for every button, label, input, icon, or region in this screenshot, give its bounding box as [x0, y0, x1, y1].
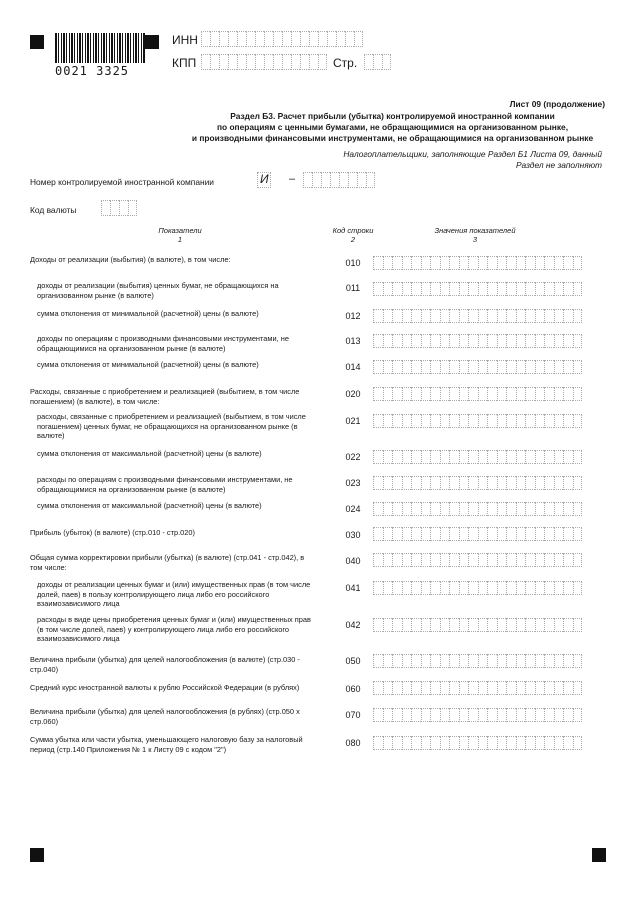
page-field[interactable]	[364, 54, 391, 70]
kpp-field[interactable]	[201, 54, 327, 70]
row-label-012: сумма отклонения от минимальной (расчетной) цены (в валюте)	[37, 309, 259, 318]
row-value-field-023[interactable]	[373, 476, 582, 490]
instruction-note-line-2: Раздел не заполняют	[515, 160, 602, 170]
row-label-021: расходы, связанные с приобретением и реализацией (выбытием, в том числе погашением) ценных бумаг, не обращающихся на организованном рынке (в валюте)	[37, 412, 306, 441]
row-code-014: 014	[345, 362, 361, 372]
row-value-field-020[interactable]	[373, 387, 582, 401]
row-code-040: 040	[345, 556, 361, 566]
row-code-060: 060	[345, 684, 361, 694]
row-value-field-014[interactable]	[373, 360, 582, 374]
row-value-field-024[interactable]	[373, 502, 582, 516]
instruction-note-line-1: Налогоплательщики, заполняющие Раздел Б1 Листа 09, данный	[343, 149, 602, 159]
corner-marker-bottom-right	[592, 848, 606, 862]
barcode-number: 0021 3325	[55, 64, 130, 78]
section-title-line-2: по операциям с ценными бумагами, не обращающимися на организованном рынке,	[216, 122, 569, 132]
row-value-field-010[interactable]	[373, 256, 582, 270]
row-value-field-022[interactable]	[373, 450, 582, 464]
company-number-prefix: И	[260, 172, 269, 186]
row-value-field-021[interactable]	[373, 414, 582, 428]
row-code-022: 022	[345, 452, 361, 462]
row-label-041: доходы от реализации ценных бумаг и (или) имущественных прав (в том числе долей, паев) в пользу контролирующего лица либо его российского взаимозависимого лица	[37, 580, 311, 609]
row-value-field-042[interactable]	[373, 618, 582, 632]
company-number-field[interactable]	[303, 172, 375, 188]
row-label-040: Общая сумма корректировки прибыли (убытка) (в валюте) (стр.041 - стр.042), в том числе:	[30, 553, 305, 572]
row-label-011: доходы от реализации (выбытия) ценных бумаг, не обращающихся на организованном рынке (в валюте)	[37, 281, 279, 300]
column-number-2: 2	[350, 235, 356, 244]
row-value-field-012[interactable]	[373, 309, 582, 323]
column-number-3: 3	[472, 235, 478, 244]
row-code-041: 041	[345, 583, 361, 593]
row-label-042: расходы в виде цены приобретения ценных бумаг и (или) имущественных прав (в том числе долей, паев) у контролирующего лица либо его российского взаимозависимого лица	[37, 615, 311, 644]
column-number-1: 1	[177, 235, 183, 244]
row-value-field-011[interactable]	[373, 282, 582, 296]
row-label-022: сумма отклонения от максимальной (расчетной) цены (в валюте)	[37, 449, 262, 458]
row-code-020: 020	[345, 389, 361, 399]
row-value-field-040[interactable]	[373, 553, 582, 567]
row-label-010: Доходы от реализации (выбытия) (в валюте), в том числе:	[30, 255, 231, 264]
row-label-080: Сумма убытка или части убытка, уменьшающего налоговую базу за налоговый период (стр.140 Приложения № 1 к Листу 09 с кодом "2")	[30, 735, 303, 754]
row-value-field-013[interactable]	[373, 334, 582, 348]
row-code-050: 050	[345, 656, 361, 666]
row-label-020: Расходы, связанные с приобретением и реализацией (выбытием, в том числе погашением) (в валюте), в том числе:	[30, 387, 300, 406]
row-label-024: сумма отклонения от максимальной (расчетной) цены (в валюте)	[37, 501, 262, 510]
column-header-line-code: Код строки	[332, 226, 374, 235]
corner-marker-top-right	[145, 35, 159, 49]
row-value-field-080[interactable]	[373, 736, 582, 750]
row-label-070: Величина прибыли (убытка) для целей налогообложения (в рублях) (стр.050 x стр.060)	[30, 707, 300, 726]
row-code-080: 080	[345, 738, 361, 748]
corner-marker-top-left	[30, 35, 44, 49]
row-value-field-060[interactable]	[373, 681, 582, 695]
row-value-field-041[interactable]	[373, 581, 582, 595]
column-header-indicators: Показатели	[158, 226, 202, 235]
row-label-030: Прибыль (убыток) (в валюте) (стр.010 - стр.020)	[30, 528, 195, 537]
row-value-field-050[interactable]	[373, 654, 582, 668]
currency-code-field[interactable]	[101, 200, 137, 216]
row-code-023: 023	[345, 478, 361, 488]
row-label-050: Величина прибыли (убытка) для целей налогообложения (в валюте) (стр.030 - стр.040)	[30, 655, 300, 674]
kpp-label: КПП	[172, 56, 197, 70]
row-value-field-070[interactable]	[373, 708, 582, 722]
row-code-010: 010	[345, 258, 361, 268]
section-title-line-1: Раздел Б3. Расчет прибыли (убытка) контролируемой иностранной компании	[230, 111, 555, 121]
row-code-013: 013	[345, 336, 361, 346]
row-code-042: 042	[345, 620, 361, 630]
row-label-023: расходы по операциям с производными финансовыми инструментами, не обращающимися на организованном рынке (в валюте)	[37, 475, 293, 494]
column-header-values: Значения показателей	[434, 226, 516, 235]
currency-code-label: Код валюты	[30, 205, 77, 215]
corner-marker-bottom-left	[30, 848, 44, 862]
row-label-013: доходы по операциям с производными финансовыми инструментами, не обращающимися на организованном рынке (в валюте)	[37, 334, 289, 353]
section-title-line-3: и производными финансовыми инструментами, не обращающимися на организованном рынке	[191, 133, 594, 143]
row-code-012: 012	[345, 311, 361, 321]
inn-field[interactable]	[201, 31, 363, 47]
row-code-021: 021	[345, 416, 361, 426]
company-number-label: Номер контролируемой иностранной компании	[30, 177, 214, 187]
inn-label: ИНН	[172, 33, 198, 47]
page-label: Стр.	[333, 56, 358, 70]
row-code-011: 011	[345, 283, 361, 293]
sheet-title: Лист 09 (продолжение)	[509, 99, 605, 109]
barcode	[55, 33, 145, 63]
row-code-070: 070	[345, 710, 361, 720]
company-number-dash: –	[289, 173, 296, 185]
row-label-014: сумма отклонения от минимальной (расчетной) цены (в валюте)	[37, 360, 259, 369]
row-code-030: 030	[345, 530, 361, 540]
row-label-060: Средний курс иностранной валюты к рублю Российской Федерации (в рублях)	[30, 683, 300, 692]
row-code-024: 024	[345, 504, 361, 514]
row-value-field-030[interactable]	[373, 527, 582, 541]
